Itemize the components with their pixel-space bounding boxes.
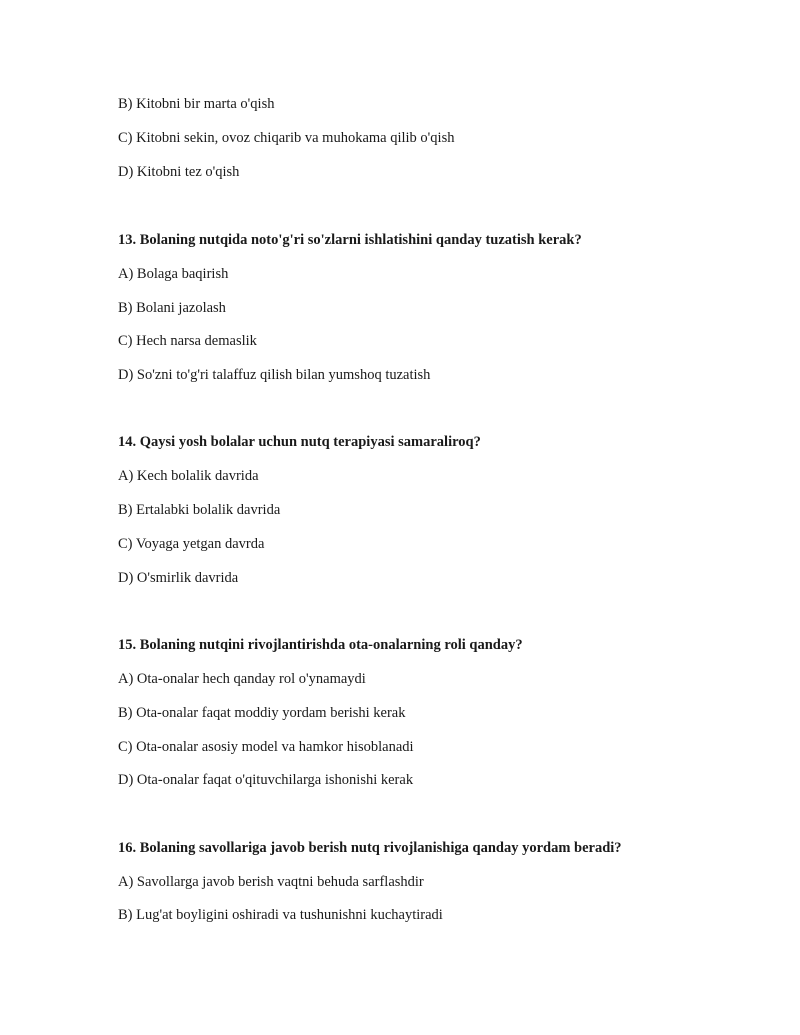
option-14-a: A) Kech bolalik davrida <box>118 468 259 484</box>
option-15-c: C) Ota-onalar asosiy model va hamkor hisoblanadi <box>118 739 414 755</box>
option-16-b: B) Lug'at boyligini oshiradi va tushunishni kuchaytiradi <box>118 907 443 923</box>
question-15: 15. Bolaning nutqini rivojlantirishda ota-onalarning roli qanday? <box>118 637 523 653</box>
option-13-c: C) Hech narsa demaslik <box>118 333 257 349</box>
option-15-a: A) Ota-onalar hech qanday rol o'ynamaydi <box>118 671 366 687</box>
option-14-d: D) O'smirlik davrida <box>118 570 239 586</box>
option-15-d: D) Ota-onalar faqat o'qituvchilarga ishonishi kerak <box>118 772 414 788</box>
option-14-b: B) Ertalabki bolalik davrida <box>118 502 281 518</box>
option-14-c: C) Voyaga yetgan davrda <box>118 536 265 552</box>
option-12-d: D) Kitobni tez o'qish <box>118 164 240 180</box>
question-16: 16. Bolaning savollariga javob berish nutq rivojlanishiga qanday yordam beradi? <box>118 840 622 856</box>
option-13-b: B) Bolani jazolash <box>118 300 226 316</box>
option-12-b: B) Kitobni bir marta o'qish <box>118 96 275 112</box>
option-16-a: A) Savollarga javob berish vaqtni behuda sarflashdir <box>118 874 424 890</box>
question-14: 14. Qaysi yosh bolalar uchun nutq terapiyasi samaraliroq? <box>118 434 481 450</box>
question-13: 13. Bolaning nutqida noto'g'ri so'zlarni ishlatishini qanday tuzatish kerak? <box>118 232 582 248</box>
option-13-a: A) Bolaga baqirish <box>118 266 229 282</box>
option-13-d: D) So'zni to'g'ri talaffuz qilish bilan yumshoq tuzatish <box>118 367 431 383</box>
option-12-c: C) Kitobni sekin, ovoz chiqarib va muhokama qilib o'qish <box>118 130 455 146</box>
option-15-b: B) Ota-onalar faqat moddiy yordam berishi kerak <box>118 705 406 721</box>
